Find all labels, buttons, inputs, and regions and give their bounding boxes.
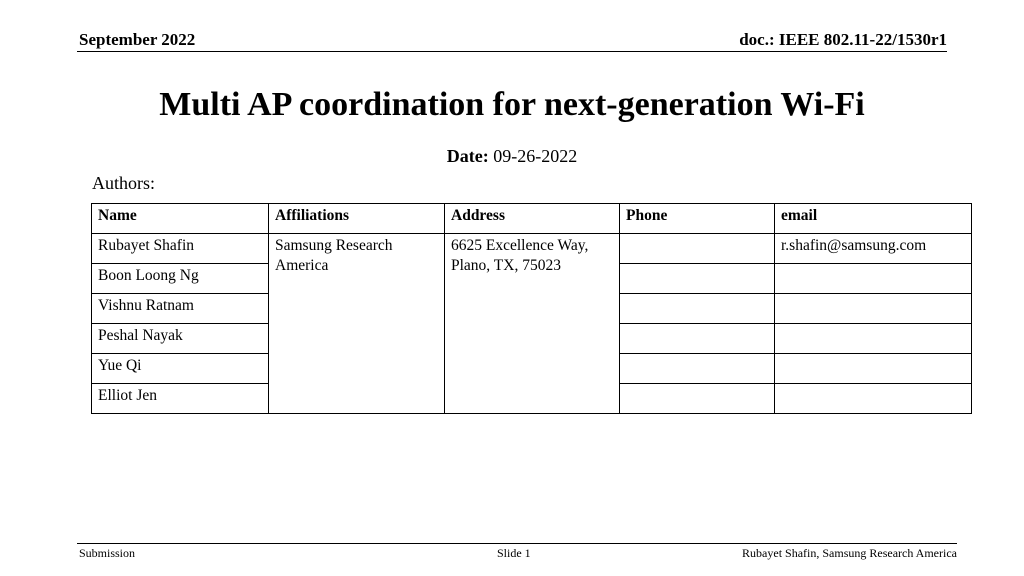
author-phone — [620, 354, 775, 384]
header-divider — [77, 51, 947, 52]
author-phone — [620, 234, 775, 264]
header-email: email — [775, 204, 972, 234]
date-value: 09-26-2022 — [493, 146, 578, 166]
footer-submission: Submission — [79, 546, 136, 560]
author-address: 6625 Excellence Way, Plano, TX, 75023 — [445, 234, 620, 414]
author-email — [775, 354, 972, 384]
author-phone — [620, 384, 775, 414]
author-affiliation: Samsung Research America — [269, 234, 445, 414]
author-phone — [620, 264, 775, 294]
header-name: Name — [92, 204, 269, 234]
author-name: Rubayet Shafin — [92, 234, 269, 264]
author-email — [775, 264, 972, 294]
author-email — [775, 384, 972, 414]
author-email — [775, 294, 972, 324]
header-doc-id: doc.: IEEE 802.11-22/1530r1 — [739, 30, 947, 49]
table-header-row — [92, 204, 972, 234]
header-phone: Phone — [620, 204, 775, 234]
date-line — [0, 146, 1024, 167]
date-label: Date: — [446, 146, 489, 166]
table-row — [92, 234, 972, 264]
author-name: Peshal Nayak — [92, 324, 269, 354]
authors-label: Authors: — [92, 173, 155, 193]
authors-table — [91, 203, 972, 414]
author-phone — [620, 324, 775, 354]
author-phone — [620, 294, 775, 324]
slide-title: Multi AP coordination for next-generation Wi-Fi — [159, 86, 865, 123]
header-date: September 2022 — [79, 30, 196, 49]
footer-author: Rubayet Shafin, Samsung Research America — [742, 546, 957, 560]
header-address: Address — [445, 204, 620, 234]
author-email: r.shafin@samsung.com — [775, 234, 972, 264]
author-name: Elliot Jen — [92, 384, 269, 414]
author-name: Yue Qi — [92, 354, 269, 384]
author-name: Boon Loong Ng — [92, 264, 269, 294]
author-email — [775, 324, 972, 354]
footer-divider — [77, 543, 957, 544]
header-affiliations: Affiliations — [269, 204, 445, 234]
footer-slide-number: Slide 1 — [497, 546, 531, 560]
author-name: Vishnu Ratnam — [92, 294, 269, 324]
